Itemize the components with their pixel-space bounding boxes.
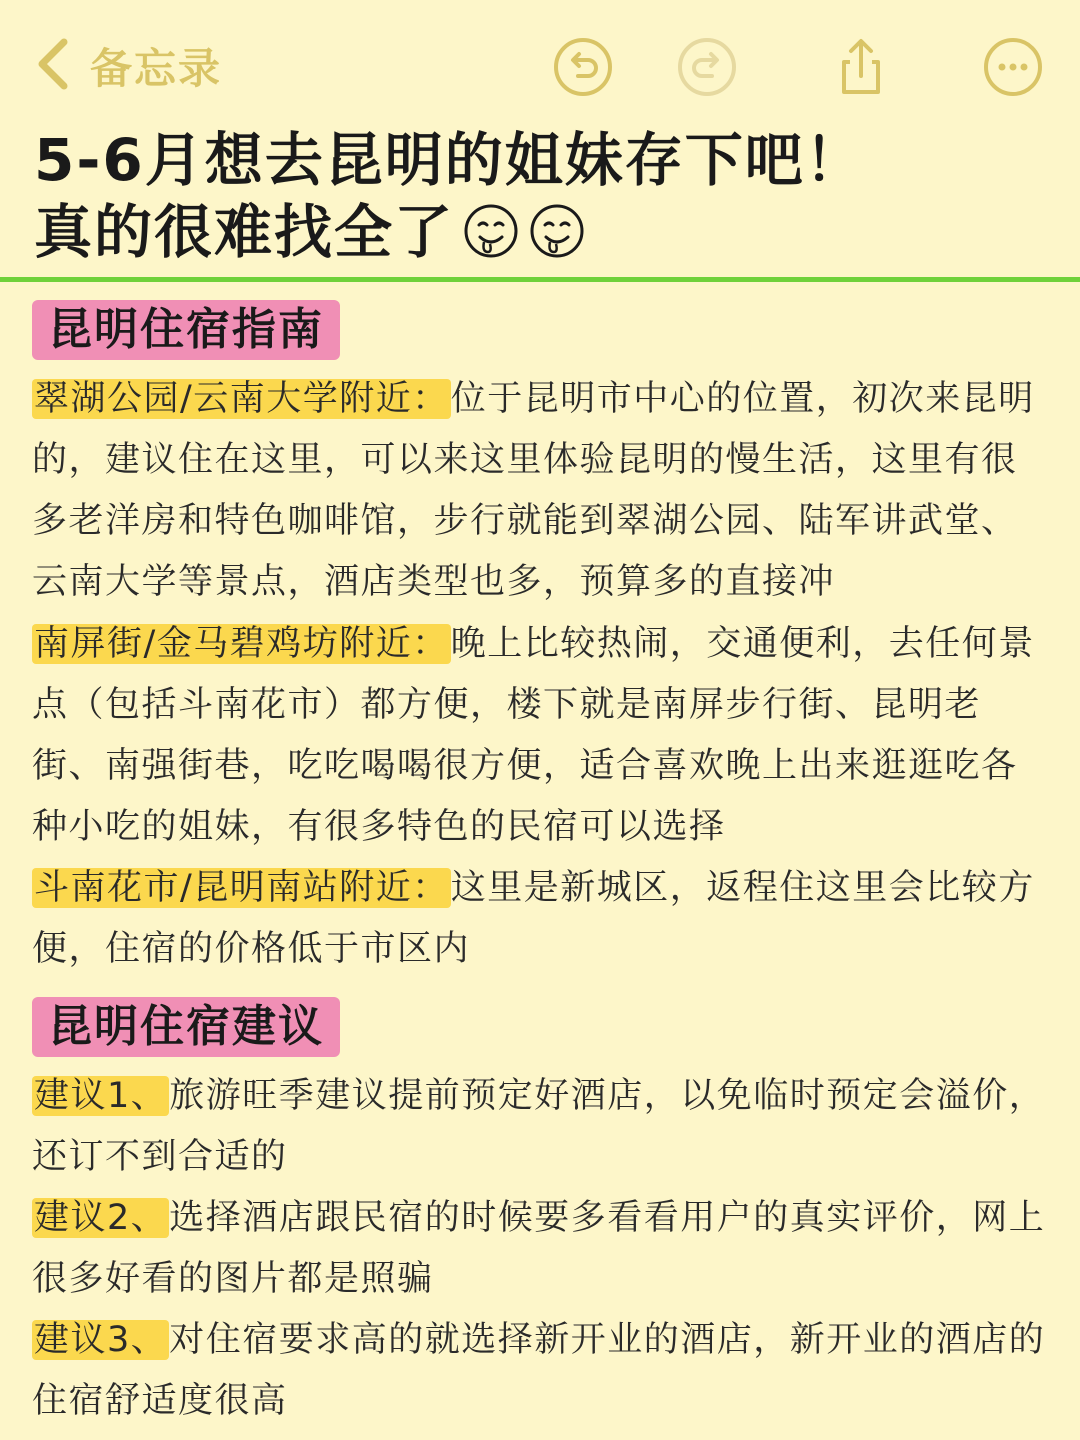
tip-item-label: 建议1、 [34,1076,168,1116]
tip-item-label: 建议2、 [34,1198,168,1238]
page-title [34,124,1054,268]
tip-item-2 [32,1188,1052,1310]
title-divider [0,277,1080,282]
back-button[interactable] [30,36,222,96]
guide-item-cuihu [32,369,1052,613]
redo-icon[interactable] [676,36,738,98]
title-line-2 [34,196,1054,268]
title-line-1: 5-6月想去昆明的姐妹存下吧！ [34,126,865,194]
guide-item-text: 位于昆明市中心的位置，初次来昆明的，建议住在这里，可以来这里体验昆明的慢生活，这里有很多老洋房和特色咖啡馆，步行就能到翠湖公园、陆军讲武堂、云南大学等景点，酒店类型也多，预算多的直接冲 [32,379,1035,602]
guide-item-label: 南屏街/金马碧鸡坊附近： [34,624,449,664]
guide-item-text: 这里是新城区，返程住这里会比较方便，住宿的价格低于市区内 [32,868,1035,969]
tip-item-label: 建议3、 [34,1320,168,1360]
section-heading-accommodation-guide: 昆明住宿指南 [32,300,340,360]
guide-item-label: 翠湖公园/云南大学附近： [34,379,449,419]
tip-item-1 [32,1066,1052,1188]
section-heading-accommodation-tips: 昆明住宿建议 [32,997,340,1057]
chevron-left-icon [30,34,76,98]
title-line-2-text: 真的很难找全了 [34,198,455,266]
drooling-face-icon [528,202,586,260]
tip-item-text: 旅游旺季建议提前预定好酒店，以免临时预定会溢价，还订不到合适的 [32,1076,1046,1177]
back-label: 备忘录 [90,44,223,93]
tip-item-text: 对住宿要求高的就选择新开业的酒店，新开业的酒店的住宿舒适度很高 [32,1320,1046,1421]
tip-item-text: 选择酒店跟民宿的时候要多看看用户的真实评价，网上很多好看的图片都是照骗 [32,1198,1046,1299]
guide-item-nanping [32,614,1052,858]
undo-icon[interactable] [552,36,614,98]
drooling-face-icon [462,202,520,260]
guide-item-label: 斗南花市/昆明南站附近： [34,868,449,908]
toolbar [0,0,1080,130]
share-icon[interactable] [830,36,892,98]
guide-item-dounan [32,858,1052,980]
tip-item-3 [32,1310,1052,1432]
guide-item-text: 晚上比较热闹，交通便利，去任何景点（包括斗南花市）都方便，楼下就是南屏步行街、昆明老街、南强街巷，吃吃喝喝很方便，适合喜欢晚上出来逛逛吃各种小吃的姐妹，有很多特色的民宿可以选择 [32,624,1035,847]
more-icon[interactable] [982,36,1044,98]
